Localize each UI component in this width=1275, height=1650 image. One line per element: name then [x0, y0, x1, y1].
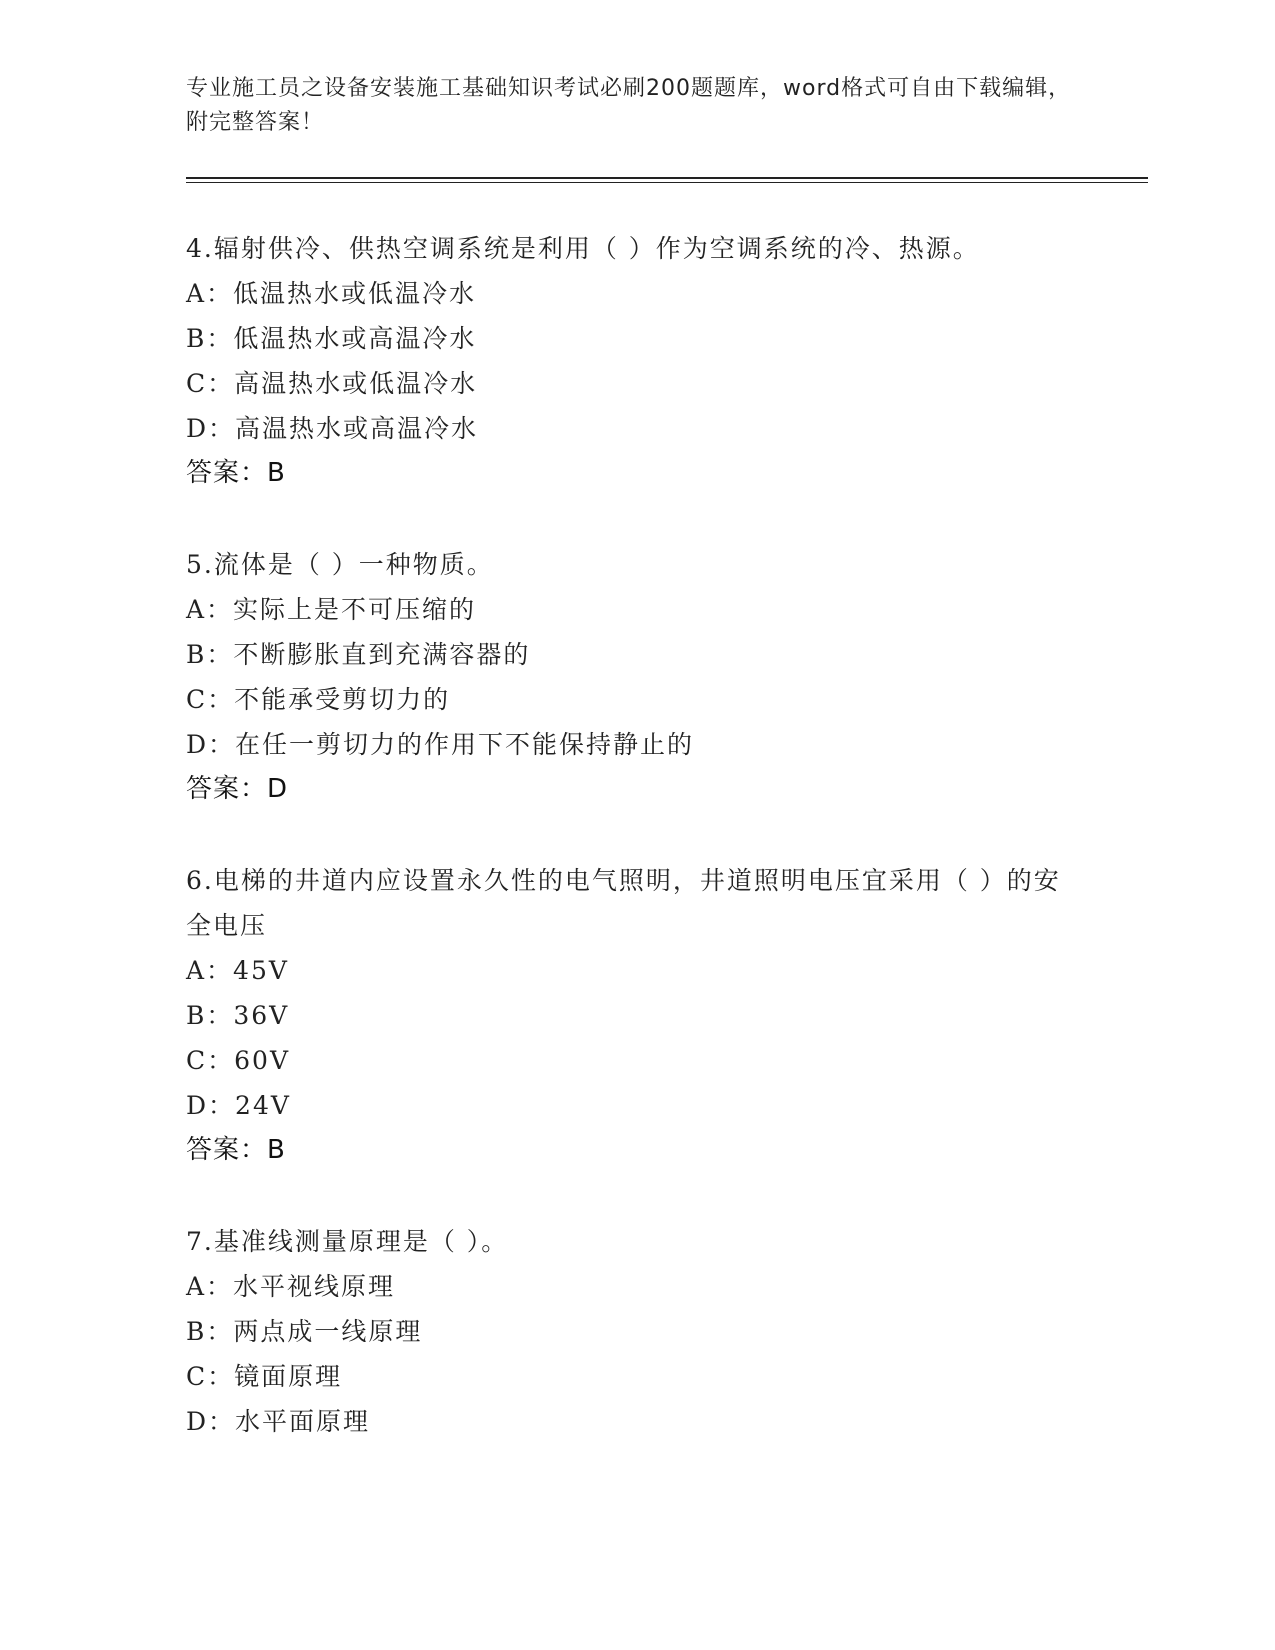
document-header: 专业施工员之设备安装施工基础知识考试必刷200题题库，word格式可自由下载编辑，附完整答案！: [186, 76, 1072, 135]
option-b: B：低温热水或高温冷水: [186, 324, 477, 353]
option-a: A：45V: [186, 956, 289, 985]
answer: 答案：B: [186, 1135, 286, 1165]
header-divider: [186, 177, 1148, 179]
option-a: A：低温热水或低温冷水: [186, 279, 477, 308]
option-c: C：60V: [186, 1046, 290, 1075]
option-d: D：高温热水或高温冷水: [186, 414, 479, 443]
question-stem: 7.基准线测量原理是（ ）。: [186, 1227, 509, 1256]
option-a: A：水平视线原理: [186, 1272, 396, 1301]
header-divider-thin: [186, 182, 1148, 183]
option-b: B：36V: [186, 1001, 290, 1030]
option-b: B：两点成一线原理: [186, 1317, 423, 1346]
question-4: [186, 226, 1086, 496]
option-c: C：不能承受剪切力的: [186, 685, 451, 714]
option-c: C：镜面原理: [186, 1362, 343, 1391]
option-d: D：水平面原理: [186, 1407, 371, 1436]
question-7: [186, 1219, 1086, 1444]
answer: 答案：B: [186, 458, 286, 488]
answer: 答案：D: [186, 774, 289, 804]
question-6: [186, 858, 1086, 1173]
question-5: [186, 542, 1086, 812]
question-stem: 4.辐射供冷、供热空调系统是利用（ ）作为空调系统的冷、热源。: [186, 234, 980, 263]
option-a: A：实际上是不可压缩的: [186, 595, 477, 624]
option-b: B：不断膨胀直到充满容器的: [186, 640, 531, 669]
option-d: D：24V: [186, 1091, 291, 1120]
option-c: C：高温热水或低温冷水: [186, 369, 478, 398]
option-d: D：在任一剪切力的作用下不能保持静止的: [186, 730, 695, 759]
question-stem: 6.电梯的井道内应设置永久性的电气照明，井道照明电压宜采用（ ）的安全电压: [186, 866, 1061, 940]
question-stem: 5.流体是（ ）一种物质。: [186, 550, 494, 579]
